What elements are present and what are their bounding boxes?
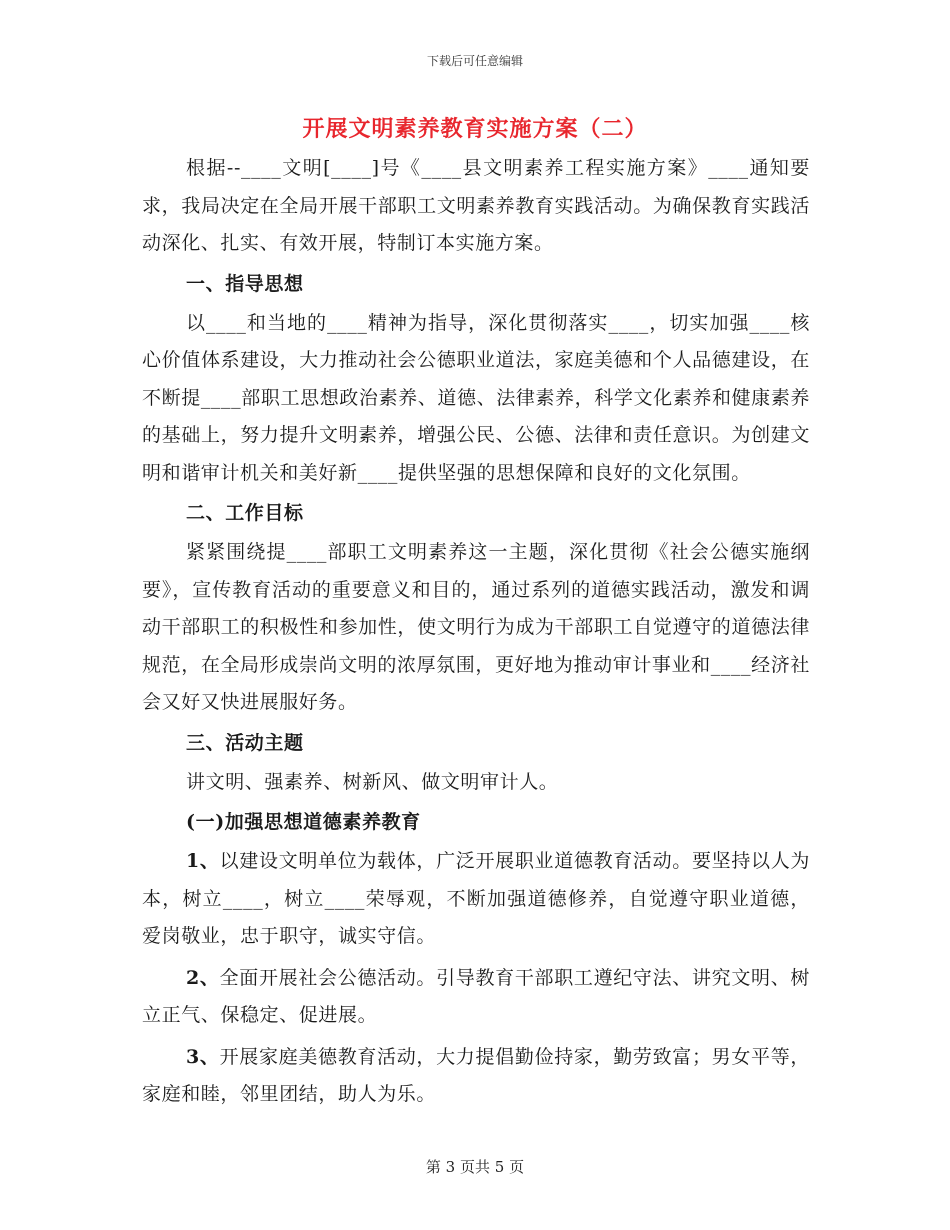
- intro-paragraph: 根据--____文明[____]号《____县文明素养工程实施方案》____通知要求，我局决定在全局开展干部职工文明素养教育实践活动。为确保教育实践活动深化、扎实、有效开展，特制订本实施方案。: [142, 157, 810, 254]
- section-body-guiding-ideology: 以____和当地的____精神为指导，深化贯彻落实____，切实加强____核心价值体系建设，大力推动社会公德职业道法，家庭美德和个人品德建设，在不断提____部职工思想政治素养、道德、法律素养，科学文化素养和健康素养的基础上，努力提升文明素养，增强公民、公德、法律和责任意识。为创建文明和谐审计机关和美好新____提供坚强的思想保障和良好的文化氛围。: [142, 311, 810, 484]
- page-header-note: 下载后可任意编辑: [426, 54, 523, 68]
- section-heading-activity-theme: 三、活动主题: [186, 731, 304, 754]
- list-item: [142, 960, 810, 1035]
- list-item: [142, 1039, 810, 1114]
- list-item: [142, 843, 810, 956]
- list-item-number: 1、: [186, 850, 220, 872]
- section-body-activity-theme: 讲文明、强素养、树新风、做文明审计人。: [186, 770, 559, 793]
- subsection-heading-moral-education: (一)加强思想道德素养教育: [186, 811, 421, 833]
- section-heading-work-goals: 二、工作目标: [186, 502, 304, 524]
- section-body-work-goals: 紧紧围绕提____部职工文明素养这一主题，深化贯彻《社会公德实施纲要》，宣传教育活动的重要意义和目的，通过系列的道德实践活动，激发和调动干部职工的积极性和参加性，使文明行为成为干部职工自觉遵守的道德法律规范，在全局形成崇尚文明的浓厚氛围，更好地为推动审计事业和____经济社会又好又快进展服好务。: [142, 541, 810, 713]
- list-item-number: 3、: [186, 1045, 220, 1068]
- list-item-number: 2、: [186, 966, 220, 989]
- document-title: 开展文明素养教育实施方案（二）: [302, 116, 648, 142]
- section-heading-guiding-ideology: 一、指导思想: [186, 272, 304, 295]
- list-item-text: 以建设文明单位为载体，广泛开展职业道德教育活动。要坚持以人为本，树立____，树立____荣辱观，不断加强道德修养，自觉遵守职业道德，爱岗敬业，忠于职守，诚实守信。: [142, 850, 810, 947]
- document-body: [142, 150, 810, 1114]
- page-footer-number: 第 3 页共 5 页: [425, 1158, 525, 1176]
- list-item-text: 开展家庭美德教育活动，大力提倡勤俭持家，勤劳致富；男女平等，家庭和睦，邻里团结，助人为乐。: [142, 1045, 810, 1105]
- list-item-text: 全面开展社会公德活动。引导教育干部职工遵纪守法、讲究文明、树立正气、保稳定、促进展。: [142, 966, 810, 1026]
